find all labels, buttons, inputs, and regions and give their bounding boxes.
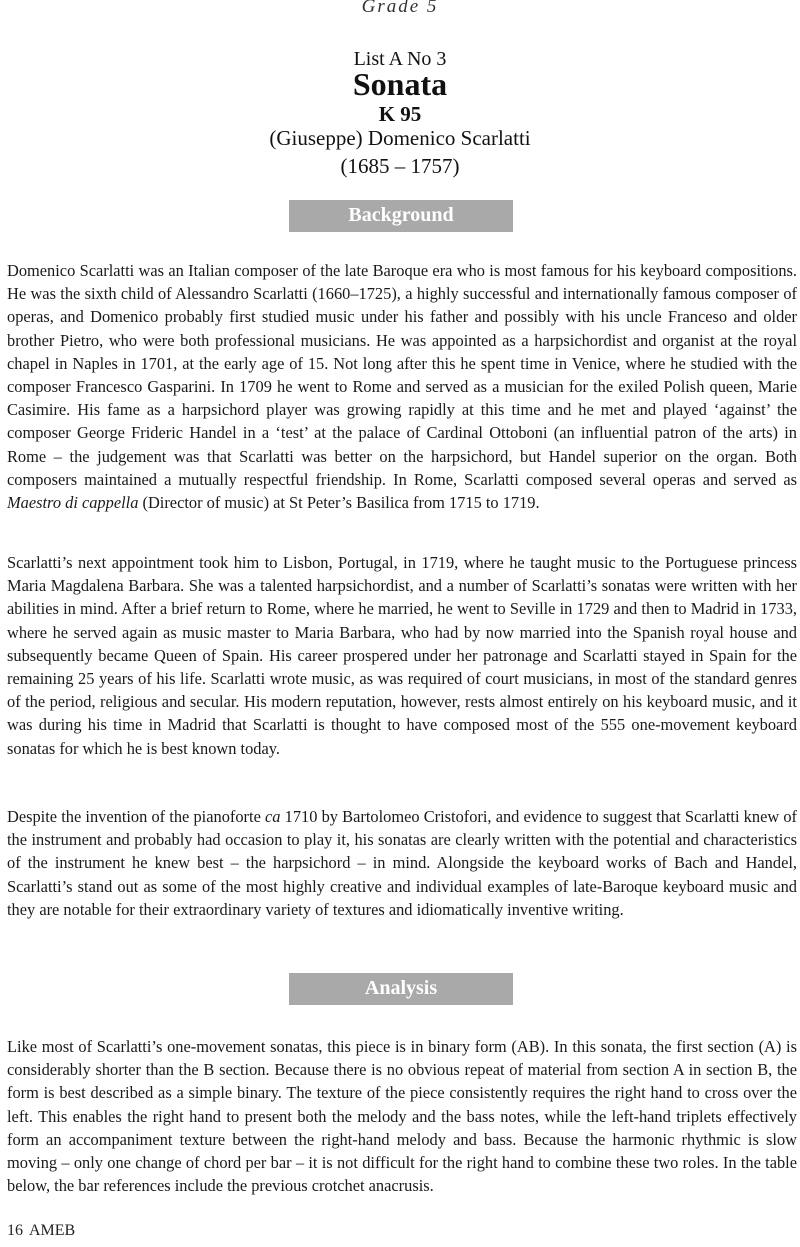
italic-term: Maestro di cappella: [7, 493, 139, 513]
page-footer: [7, 1222, 81, 1240]
background-paragraph-1: [7, 259, 797, 514]
paragraph-text: 1710 by Bartolomeo Cristofori, and evidence to suggest that Scarlatti knew of the instrument and probably had occasion to play it, his sonatas are clearly written with the potential and characteristics of the instrument he knew best – the harpsichord – in mind. Alongside the keyboard works of Bach and Handel, Scarlatti’s stand out as some of the most highly creative and individual examples of late-Baroque keyboard music and they are notable for their extraordinary variety of textures and idiomatically inventive writing.: [7, 807, 797, 919]
background-paragraph-2: Scarlatti’s next appointment took him to Lisbon, Portugal, in 1719, where he taught music to the Portuguese princess Maria Magdalena Barbara. She was a talented harpsichordist, and a number of Scarlatti’s sonatas were written with her abilities in mind. After a brief return to Rome, where he married, he went to Seville in 1729 and then to Madrid in 1733, where he served again as music master to Maria Barbara, who had by now married into the Spanish royal house and subsequently became Queen of Spain. His career prospered under her patronage and Scarlatti stayed in Spain for the remaining 25 years of his life. Scarlatti wrote music, as was required of court musicians, in most of the standard genres of the period, religious and secular. His modern reputation, however, rests almost entirely on his keyboard music, and it was during his time in Madrid that Scarlatti is thought to have composed most of the 555 one-movement keyboard sonatas for which he is best known today.: [7, 553, 797, 758]
paragraph-text: (Director of music) at St Peter’s Basilica from 1715 to 1719.: [138, 493, 540, 513]
page-number: 16: [7, 1222, 23, 1239]
italic-term: ca: [265, 807, 281, 826]
background-paragraph-3: [7, 805, 797, 921]
analysis-heading: Analysis: [289, 973, 513, 1005]
background-heading: Background: [289, 200, 513, 232]
publisher-name: AMEB: [29, 1222, 76, 1239]
paragraph-text: Domenico Scarlatti was an Italian composer of the late Baroque era who is most famous for his keyboard compositions. He was the sixth child of Alessandro Scarlatti (1660–1725), a highly successful and internationally famous composer of operas, and Domenico probably first studied music under his father and possibly with his uncle Franceso and older brother Pietro, who were both professional musicians. He was appointed as a harpsichordist and organist at the royal chapel in Naples in 1701, at the early age of 15. Not long after this he spent time in Venice, where he studied with the composer Francesco Gasparini. In 1709 he went to Rome and served as a musician for the exiled Polish queen, Marie Casimire. His fame as a harpsichord player was growing rapidly at this time and he met and played ‘against’ the composer George Frideric Handel in a ‘test’ at the palace of Cardinal Ottoboni (an influential patron of the arts) in Rome – the judgement was that Scarlatti was better on the harpsichord, but Handel superior on the organ. Both composers maintained a mutually respectful friendship. In Rome, Scarlatti composed several operas and served as: [7, 261, 797, 489]
piece-title: Sonata: [352, 66, 448, 102]
paragraph-text: Despite the invention of the pianoforte: [7, 807, 266, 826]
catalogue-number: K 95: [378, 102, 422, 126]
composer-name: (Giuseppe) Domenico Scarlatti: [269, 126, 531, 150]
analysis-paragraph-1: Like most of Scarlatti’s one-movement sonatas, this piece is in binary form (AB). In this sonata, the first section (A) is considerably shorter than the B section. Because there is no obvious repeat of material from section A in section B, the form is best described as a simple binary. The texture of the piece consistently requires the right hand to cross over the left. This enables the right hand to present both the melody and the bass notes, while the left-hand triplets effectively form an accompaniment texture between the right-hand melody and bass. Because the harmonic rhythmic is slow moving – only one change of chord per bar – it is not difficult for the right hand to combine these two roles. In the table below, the bar references include the previous crotchet anacrusis.: [7, 1037, 797, 1196]
list-number: List A No 3: [353, 48, 447, 70]
grade-label: Grade 5: [361, 0, 439, 17]
composer-dates: (1685 – 1757): [340, 154, 460, 178]
